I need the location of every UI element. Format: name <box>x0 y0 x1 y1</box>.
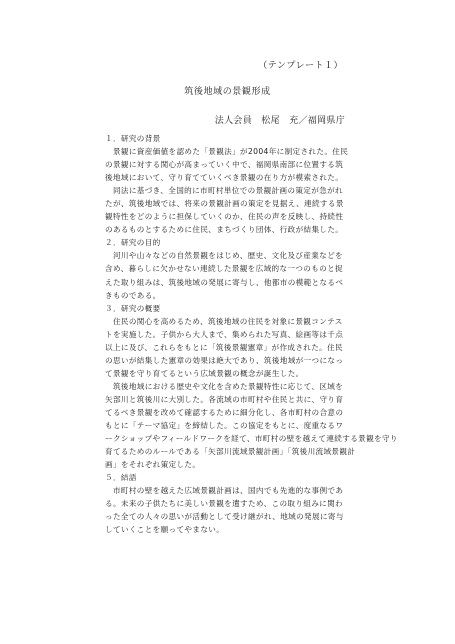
paragraph-line: の思いが結集した憲章の効果は絶大であり、筑後地域が一つになっ <box>105 355 344 365</box>
paragraph-line: 同法に基づき、全国的に市町村単位での景観計画の策定が急がれ <box>105 186 344 196</box>
paragraph-line: していくことを願ってやまない。 <box>105 525 225 535</box>
section-heading: １．研究の背景 <box>105 134 161 143</box>
paragraph-line: 画」をそれぞれ策定した。 <box>105 460 201 470</box>
paragraph-line: トを実施した。子供から大人まで、集められた写真、絵画等は千点 <box>105 329 344 339</box>
section-purpose <box>105 236 355 301</box>
paragraph-line: てるべき景観を改めて確認するために細分化し、各市町村の合意の <box>105 407 344 417</box>
paragraph-line: 筑後地域における歴史や文化を含めた景観特性に応じて、区域を <box>105 381 344 391</box>
author-line: 法人会員 松尾 充／福岡県庁 <box>214 116 345 126</box>
paragraph-line: もとに「テーマ協定」を締結した。この協定をもとに、度重なるワ <box>105 421 344 431</box>
section-heading: ５．結語 <box>105 473 137 483</box>
paragraph-line: の景観に対する関心が高まっていく中で、福岡県南部に位置する筑 <box>105 160 344 170</box>
paragraph-line: えた取り組みは、筑後地域の発展に寄与し、他都市の模範となるべ <box>105 277 344 287</box>
section-heading: ２．研究の目的 <box>105 238 161 248</box>
section-heading: ３．研究の概要 <box>105 303 161 313</box>
paragraph-line: 河川や山々などの自然景観をはじめ、歴史、文化及び産業などを <box>105 251 344 261</box>
paragraph-line: 住民の関心を高めるため、筑後地域の住民を対象に景観コンテス <box>105 316 343 326</box>
paragraph-line: 景観に資産価値を認めた「景観法」が2004年に制定された。住民 <box>105 147 349 157</box>
paragraph-line: て景観を守り育てるという広域景観の概念が誕生した。 <box>105 368 304 378</box>
paragraph-line: 育てるためのルールである「矢部川流域景観計画」「筑後川流域景観計 <box>105 447 356 457</box>
paragraph-line: る。未来の子供たちに美しい景観を遺すため、この取り組みに関わ <box>105 499 344 509</box>
section-overview <box>105 302 398 472</box>
template-label: （テンプレート１） <box>258 61 343 71</box>
paragraph-line: 以上に及び、これらをもとに「筑後景観憲章」が作成された。住民 <box>105 342 344 352</box>
paragraph-line: 後地域において、守り育てていくべき景観の在り方が模索された。 <box>105 173 344 183</box>
document-title: 筑後地域の景観形成 <box>184 87 271 97</box>
paragraph-line: 市町村の壁を越えた広域景観計画は、国内でも先進的な事例であ <box>105 486 344 496</box>
paragraph-line: 含め、暮らしに欠かせない連続した景観を広域的な一つのものと捉 <box>105 264 344 274</box>
paragraph-line: きものである。 <box>105 290 161 300</box>
paragraph-line: のあるものとするために住民、まちづくり団体、行政が結集した。 <box>105 225 344 235</box>
paragraph-line: 観特性をどのように担保していくのか、住民の声を反映し、持続性 <box>105 212 344 222</box>
section-conclusion <box>105 471 355 536</box>
paragraph-line: たが、筑後地域では、将来の景観計画の策定を見据え、連続する景 <box>105 199 344 209</box>
document-body <box>105 132 398 536</box>
paragraph-line: った全ての人々の思いが活動として受け継がれ、地域の発展に寄与 <box>105 512 344 522</box>
paragraph-line: 矢部川と筑後川に大別した。各流域の市町村や住民と共に、守り育 <box>105 394 344 404</box>
section-background <box>105 132 355 236</box>
paragraph-line: ークショップやフィールドワークを経て、市町村の壁を越えて連続する景観を守り <box>105 434 398 444</box>
